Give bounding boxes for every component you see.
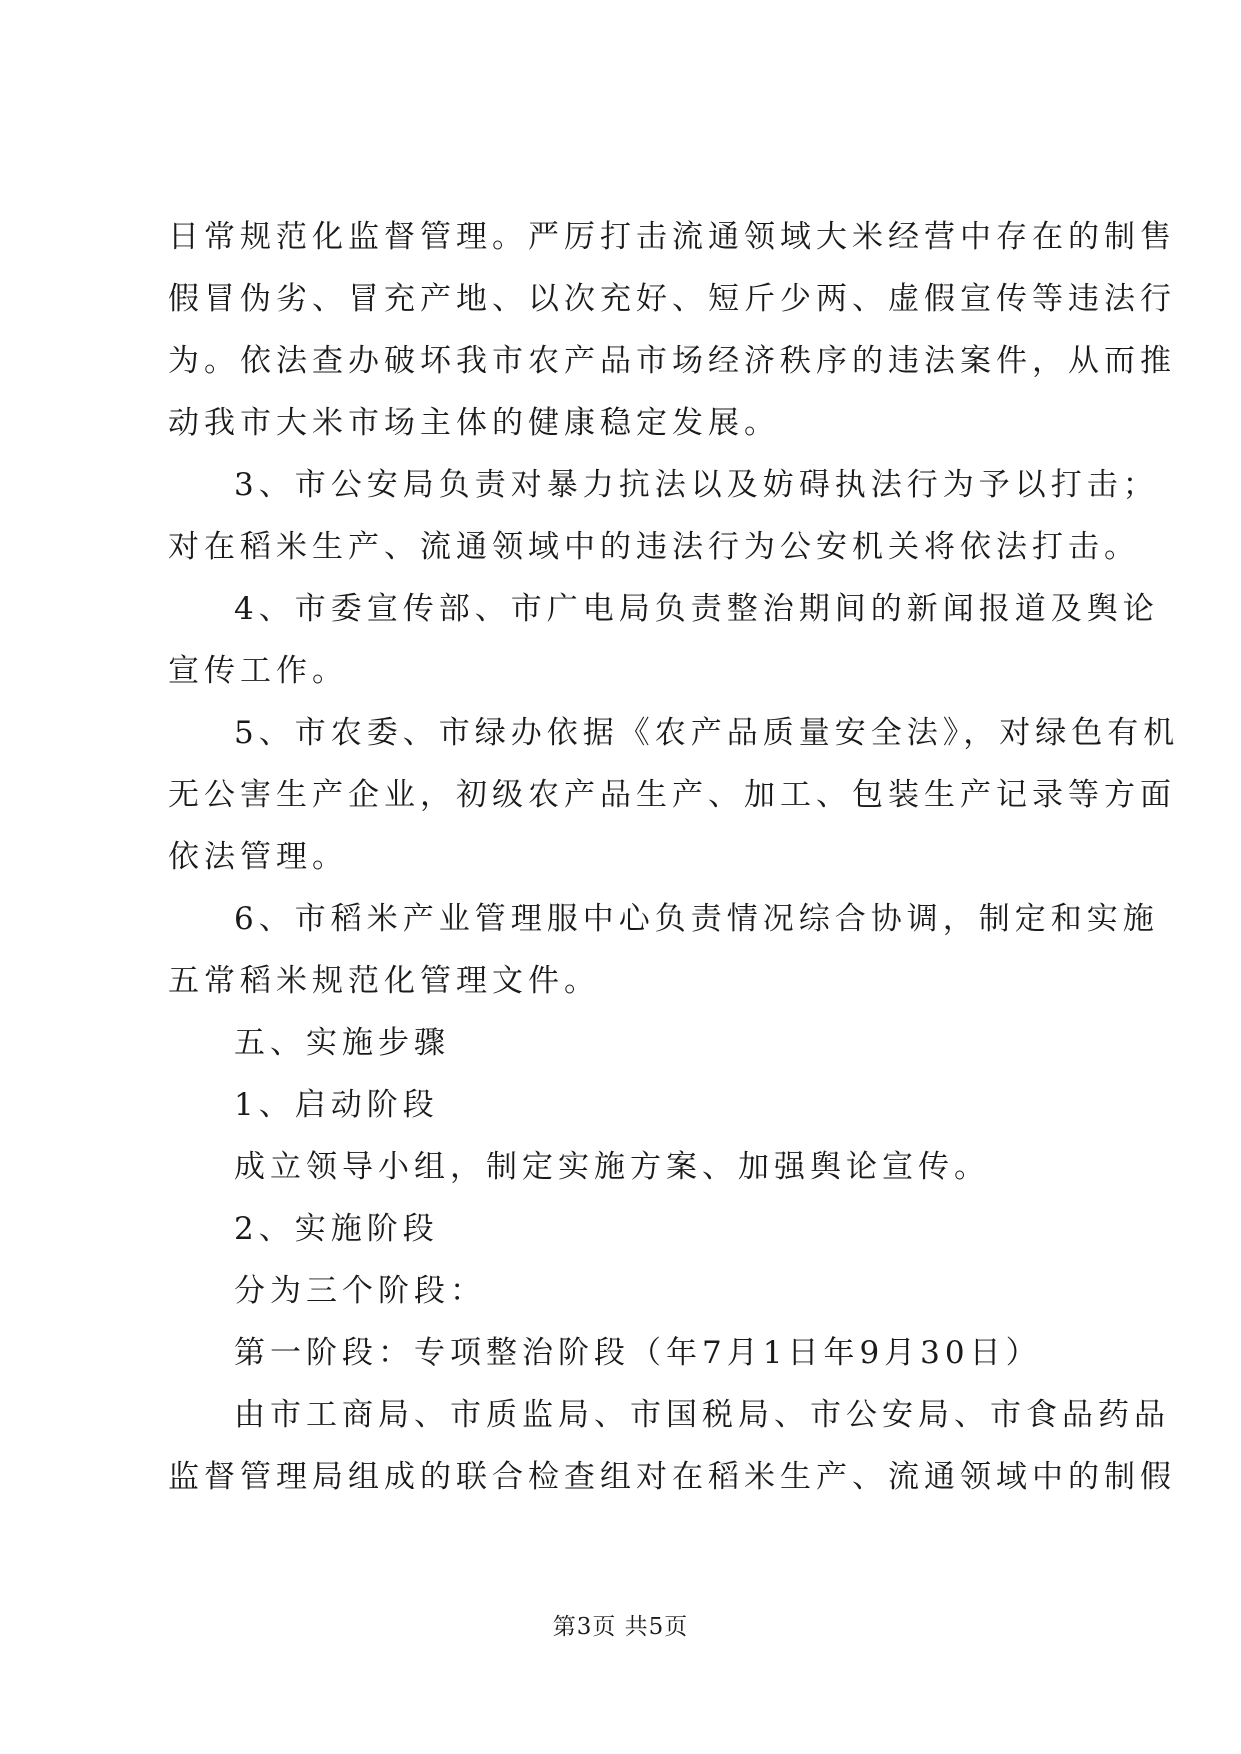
text-line: 监督管理局组成的联合检查组对在稻米生产、流通领域中的制假 — [168, 1459, 1176, 1495]
subsection-heading: 2、实施阶段 — [234, 1211, 439, 1247]
text-line: 3、市公安局负责对暴力抗法以及妨碍执法行为予以打击； — [234, 467, 1159, 503]
text-line: 4、市委宣传部、市广电局负责整治期间的新闻报道及舆论 — [234, 591, 1159, 627]
text-line: 由市工商局、市质监局、市国税局、市公安局、市食品药品 — [234, 1397, 1170, 1433]
section-heading: 五、实施步骤 — [234, 1025, 450, 1061]
text-line: 6、市稻米产业管理服中心负责情况综合协调，制定和实施 — [234, 901, 1159, 937]
text-line: 为。依法查办破坏我市农产品市场经济秩序的违法案件，从而推 — [168, 343, 1176, 379]
text-line: 动我市大米市场主体的健康稳定发展。 — [168, 405, 780, 441]
text-line: 分为三个阶段： — [234, 1273, 486, 1309]
page-footer: 第3页 共5页 — [552, 1614, 689, 1640]
text-line: 对在稻米生产、流通领域中的违法行为公安机关将依法打击。 — [168, 529, 1140, 565]
text-line: 无公害生产企业，初级农产品生产、加工、包装生产记录等方面 — [168, 777, 1176, 813]
text-line: 成立领导小组，制定实施方案、加强舆论宣传。 — [234, 1149, 990, 1185]
text-line: 日常规范化监督管理。严厉打击流通领域大米经营中存在的制售 — [168, 219, 1176, 255]
text-line: 5、市农委、市绿办依据《农产品质量安全法》，对绿色有机 — [234, 715, 1180, 751]
text-line: 依法管理。 — [168, 839, 348, 875]
text-line: 五常稻米规范化管理文件。 — [168, 963, 600, 999]
text-line: 假冒伪劣、冒充产地、以次充好、短斤少两、虚假宣传等违法行 — [168, 281, 1176, 317]
subsection-heading: 1、启动阶段 — [234, 1087, 439, 1123]
text-line: 第一阶段：专项整治阶段（年7月1日年9月30日） — [234, 1335, 1042, 1371]
text-line: 宣传工作。 — [168, 653, 348, 689]
